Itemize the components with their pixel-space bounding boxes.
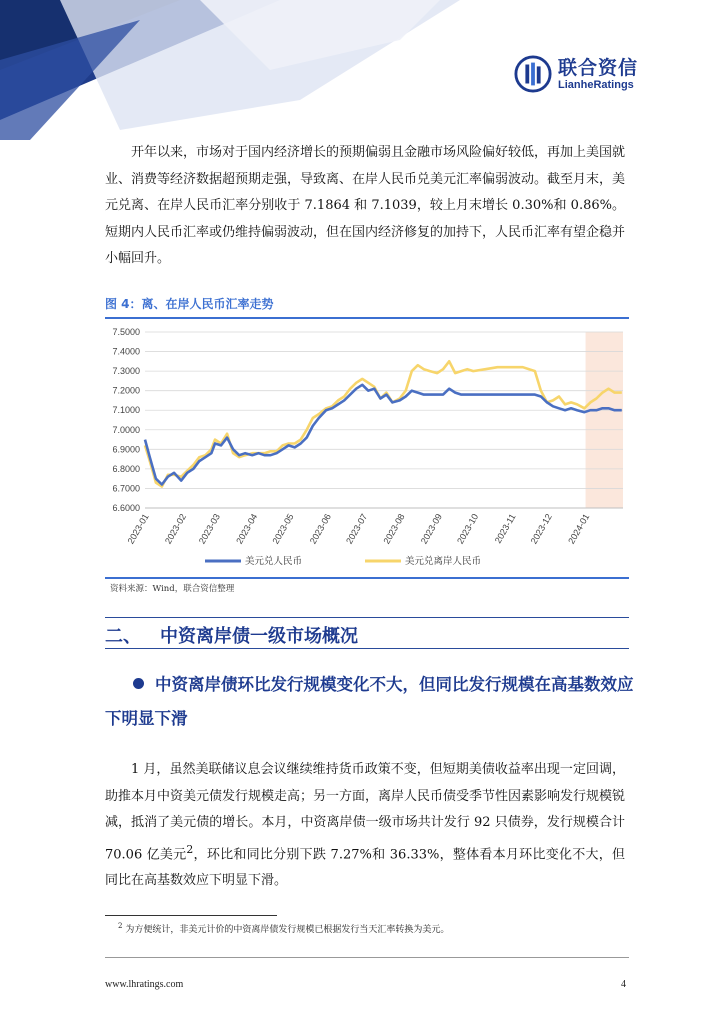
footer-url[interactable]: www.lhratings.com — [105, 979, 184, 990]
y-tick-label: 6.9000 — [112, 444, 140, 455]
exchange-rate-chart — [105, 320, 629, 576]
footnote-number: 2 — [118, 922, 123, 930]
footnote-rule — [105, 915, 277, 916]
section-number: 二、 — [105, 626, 141, 647]
legend-onshore-label: 美元兑人民币 — [245, 556, 303, 567]
x-tick-label: 2023-01 — [125, 512, 151, 546]
section-bottom-rule — [105, 648, 629, 649]
x-tick-label: 2023-05 — [270, 512, 296, 546]
intro-paragraph-text: 开年以来，市场对于国内经济增长的预期偏弱且金融市场风险偏好较低，再加上美国就业、消费等经济数据超预期走强，导致离、在岸人民币兑美元汇率偏弱波动。截至月末，美元兑离、在岸人民币汇率分别收于 7.1864 和 7.1039，较上月末增长 0.30%和 0.86%。短期内人民币汇率或仍维持偏弱波动，但在国内经济修复的加持下，人民币汇率有望企稳并小幅回升。 — [105, 145, 626, 266]
x-tick-label: 2023-06 — [307, 512, 333, 546]
y-tick-label: 6.8000 — [112, 463, 140, 474]
x-tick-label: 2024-01 — [566, 512, 592, 546]
y-tick-label: 6.6000 — [112, 503, 140, 513]
series-line-offshore — [145, 361, 622, 486]
x-tick-label: 2023-10 — [455, 512, 481, 546]
section-title: 中资离岸债一级市场概况 — [160, 626, 358, 647]
section-top-rule — [105, 617, 629, 618]
bullet-heading — [105, 668, 635, 736]
x-tick-label: 2023-12 — [528, 512, 554, 546]
x-tick-label: 2023-08 — [381, 512, 407, 546]
figure-title: 图 4：离、在岸人民币汇率走势 — [105, 297, 274, 311]
y-tick-label: 7.4000 — [112, 346, 140, 357]
x-tick-label: 2023-07 — [344, 512, 370, 546]
issuance-paragraph-part1: 1 月，虽然美联储议息会议继续维持货币政策不变，但短期美债收益率出现一定回调，助推本月中资美元债发行规模走高；另一方面，离岸人民币债受季节性因素影响发行规模锐减，抵消了美元债的增长。本月，中资离岸债一级市场共计发行 92 只债券，发行规模合计 70.06 亿美元 — [105, 762, 626, 862]
series-line-onshore — [145, 385, 622, 485]
y-tick-label: 7.0000 — [112, 424, 140, 435]
footnote-ref[interactable]: 2 — [186, 842, 194, 856]
logo-chinese-name: 联合资信 — [558, 56, 639, 79]
x-tick-label: 2023-04 — [234, 512, 260, 546]
y-tick-label: 7.5000 — [112, 327, 140, 337]
lianhe-logo-icon — [514, 55, 552, 93]
highlight-band-2024-01 — [586, 332, 623, 508]
legend-offshore-label: 美元兑离岸人民币 — [405, 556, 482, 567]
footer-rule — [105, 957, 629, 958]
x-tick-label: 2023-02 — [162, 512, 189, 546]
figure-source: 资料来源：Wind，联合资信整理 — [110, 584, 235, 594]
header-decoration — [0, 0, 460, 140]
issuance-paragraph-part2: ，环比和同比分别下跌 7.27%和 36.33%，整体看本月环比变化不大，但同比在高基数效应下明显下滑。 — [105, 846, 625, 889]
figure-top-rule — [105, 317, 629, 319]
page-number: 4 — [621, 979, 626, 990]
x-tick-label: 2023-11 — [492, 512, 518, 546]
y-tick-label: 6.7000 — [112, 483, 140, 494]
y-tick-label: 7.3000 — [112, 366, 140, 377]
x-tick-label: 2023-09 — [418, 512, 445, 546]
y-tick-label: 7.2000 — [112, 385, 140, 396]
logo-english-name: LianheRatings — [558, 78, 634, 91]
x-tick-label: 2023-03 — [196, 512, 222, 546]
y-tick-label: 7.1000 — [112, 405, 140, 416]
figure-bottom-rule — [105, 577, 629, 579]
footnote — [118, 922, 449, 935]
intro-paragraph — [105, 140, 625, 273]
company-logo — [514, 55, 638, 93]
issuance-paragraph — [105, 757, 625, 895]
bullet-heading-text: 中资离岸债环比发行规模变化不大，但同比发行规模在高基数效应下明显下滑 — [105, 675, 634, 728]
footnote-text: 为方便统计，非美元计价的中资离岸债发行规模已根据发行当天汇率转换为美元。 — [125, 925, 450, 935]
